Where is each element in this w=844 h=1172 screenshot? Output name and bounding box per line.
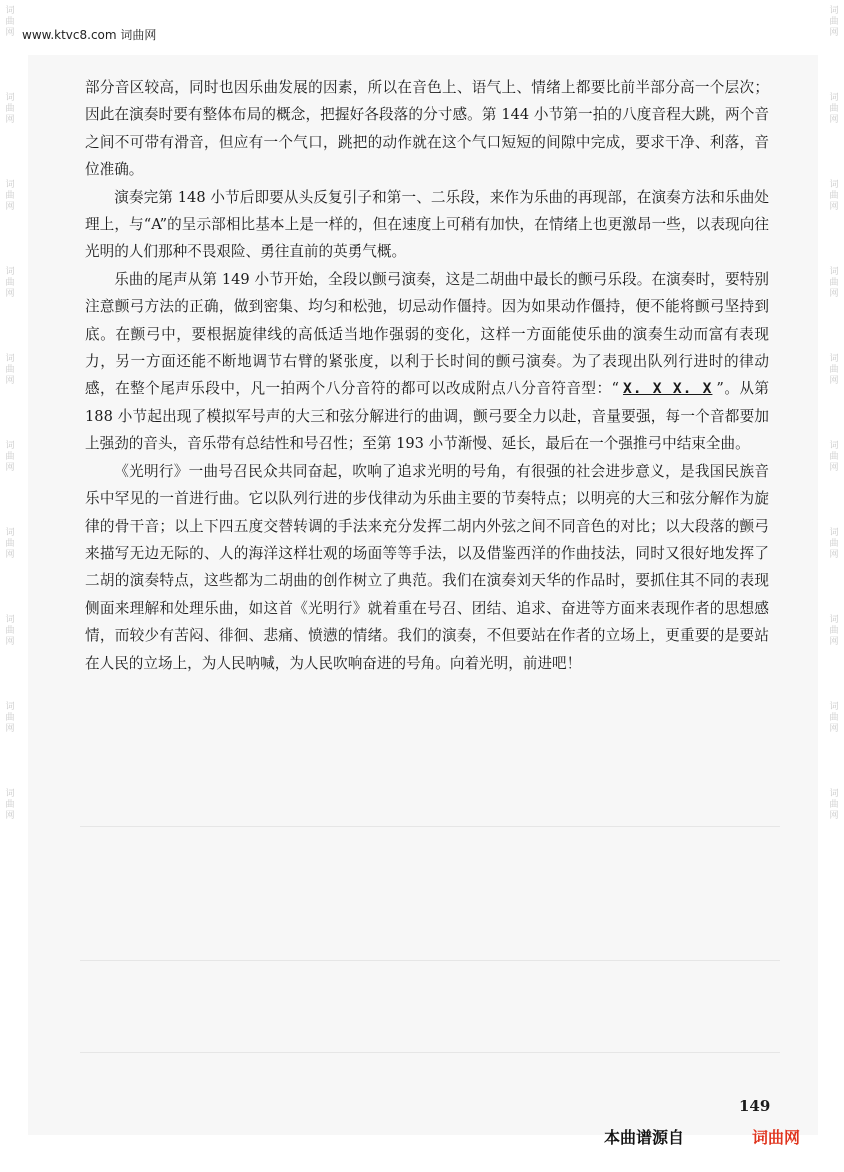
- paragraph-4: 《光明行》一曲号召民众共同奋起，吹响了追求光明的号角，有很强的社会进步意义，是我国民族音乐中罕见的一首进行曲。它以队列行进的步伐律动为乐曲主要的节奏特点；以明亮的大三和弦分解作为旋律的骨干音；以上下四五度交替转调的手法来充分发挥二胡内外弦之间不同音色的对比；以大段落的颤弓来描写无边无际的、人的海洋这样壮观的场面等等手法，以及借鉴西洋的作曲技法，同时又很好地发挥了二胡的演奏特点，这些都为二胡曲的创作树立了典范。我们在演奏刘天华的作品时，要抓住其不同的表现侧面来理解和处理乐曲，如这首《光明行》就着重在号召、团结、追求、奋进等方面来表现作者的思想感情，而较少有苦闷、徘徊、悲痛、愤懑的情绪。我们的演奏，不但要站在作者的立场上，更重要的是要站在人民的立场上，为人民呐喊，为人民吹响奋进的号角。向着光明，前进吧！: [85, 462, 769, 672]
- watermark-glyph: 曲: [5, 17, 15, 27]
- watermark-glyph: 词: [829, 6, 839, 16]
- watermark-glyph: 词: [5, 615, 15, 625]
- paragraph-2: 演奏完第 148 小节后即要从头反复引子和第一、二乐段，来作为乐曲的再现部，在演奏方法和乐曲处理上，与“A”的呈示部相比基本上是一样的，但在速度上可稍有加快，在情绪上也更激昂一些，以表现向往光明的人们那种不畏艰险、勇往直前的英勇气概。: [85, 188, 769, 261]
- watermark-glyph: 词: [5, 180, 15, 190]
- watermark-glyphs: [5, 441, 14, 474]
- watermark-glyph: 曲: [829, 626, 839, 636]
- faint-staff-line: [80, 960, 780, 961]
- site-url-header: www.ktvc8.com 词曲网: [22, 28, 157, 42]
- watermark-glyph: 网: [5, 724, 15, 734]
- watermark-glyph: 网: [829, 811, 839, 821]
- watermark-glyph: 曲: [829, 539, 839, 549]
- watermark-glyph: 曲: [5, 365, 15, 375]
- watermark-glyphs: [5, 615, 14, 648]
- right-watermark-strip: [826, 0, 842, 1172]
- watermark-glyphs: [5, 354, 14, 387]
- watermark-glyph: 词: [5, 93, 15, 103]
- paragraph-3: [85, 266, 769, 458]
- watermark-glyphs: [5, 93, 14, 126]
- watermark-glyphs: [829, 93, 838, 126]
- watermark-glyph: 网: [5, 202, 15, 212]
- watermark-glyph: 词: [5, 6, 15, 16]
- watermark-glyph: 词: [829, 354, 839, 364]
- page-number: 149: [739, 1097, 771, 1115]
- watermark-glyphs: [829, 354, 838, 387]
- source-site-link[interactable]: 词曲网: [752, 1128, 801, 1147]
- watermark-glyphs: [829, 180, 838, 213]
- watermark-glyph: 词: [829, 702, 839, 712]
- watermark-glyphs: [829, 528, 838, 561]
- watermark-glyph: 网: [829, 724, 839, 734]
- watermark-glyph: 词: [5, 789, 15, 799]
- watermark-glyph: 曲: [5, 626, 15, 636]
- watermark-glyph: 网: [829, 115, 839, 125]
- watermark-glyph: 词: [5, 267, 15, 277]
- watermark-glyph: 词: [829, 180, 839, 190]
- watermark-glyph: 网: [829, 202, 839, 212]
- rhythm-notation: X. X X. X: [622, 380, 713, 398]
- watermark-glyph: 网: [829, 28, 839, 38]
- watermark-glyph: 网: [5, 550, 15, 560]
- watermark-glyph: 网: [5, 376, 15, 386]
- watermark-glyph: 曲: [829, 452, 839, 462]
- watermark-glyph: 曲: [829, 17, 839, 27]
- watermark-glyph: 词: [829, 267, 839, 277]
- watermark-glyph: 词: [5, 702, 15, 712]
- watermark-glyph: 网: [829, 550, 839, 560]
- watermark-glyph: 词: [829, 93, 839, 103]
- watermark-glyph: 曲: [5, 104, 15, 114]
- watermark-glyph: 词: [829, 615, 839, 625]
- watermark-glyph: 曲: [829, 713, 839, 723]
- watermark-glyph: 曲: [829, 104, 839, 114]
- watermark-glyph: 曲: [5, 539, 15, 549]
- paragraph-1: 部分音区较高，同时也因乐曲发展的因素，所以在音色上、语气上、情绪上都要比前半部分高一个层次；因此在演奏时要有整体布局的概念，把握好各段落的分寸感。第 144 小节第一拍的八度音程大跳，两个音之间不可带有滑音，但应有一个气口，跳把的动作就在这个气口短短的间隙中完成，要求干净、利落，音位准确。: [85, 79, 769, 179]
- watermark-glyph: 曲: [5, 800, 15, 810]
- watermark-glyphs: [5, 789, 14, 822]
- watermark-glyph: 网: [829, 637, 839, 647]
- watermark-glyph: 词: [5, 441, 15, 451]
- watermark-glyphs: [5, 267, 14, 300]
- watermark-glyph: 网: [5, 115, 15, 125]
- watermark-glyph: 词: [829, 789, 839, 799]
- left-watermark-strip: [2, 0, 18, 1172]
- faint-staff-line: [80, 826, 780, 827]
- watermark-glyph: 词: [5, 528, 15, 538]
- watermark-glyph: 曲: [829, 278, 839, 288]
- watermark-glyph: 曲: [5, 278, 15, 288]
- watermark-glyph: 曲: [5, 452, 15, 462]
- watermark-glyph: 曲: [829, 191, 839, 201]
- article-body: [85, 74, 769, 677]
- watermark-glyphs: [829, 615, 838, 648]
- watermark-glyph: 网: [829, 376, 839, 386]
- paragraph-3-text-a: 乐曲的尾声从第 149 小节开始，全段以颤弓演奏，这是二胡曲中最长的颤弓乐段。在演奏时，要特别注意颤弓方法的正确，做到密集、均匀和松弛，切忌动作僵持。因为如果动作僵持，便不能将颤弓坚持到底。在颤弓中，要根据旋律线的高低适当地作强弱的变化，这样一方面能使乐曲的演奏生动而富有表现力，另一方面还能不断地调节右臂的紧张度，以利于长时间的颤弓演奏。为了表现出队列行进时的律动感，在整个尾声乐段中，凡一拍两个八分音符的都可以改成附点八分音符音型：“: [85, 270, 769, 398]
- watermark-glyphs: [829, 441, 838, 474]
- watermark-glyph: 曲: [829, 365, 839, 375]
- watermark-glyph: 网: [5, 637, 15, 647]
- watermark-glyph: 网: [5, 28, 15, 38]
- watermark-glyphs: [5, 6, 14, 39]
- watermark-glyphs: [829, 6, 838, 39]
- watermark-glyphs: [829, 267, 838, 300]
- watermark-glyph: 曲: [5, 713, 15, 723]
- watermark-glyph: 词: [829, 441, 839, 451]
- watermark-glyph: 网: [829, 289, 839, 299]
- watermark-glyph: 网: [5, 463, 15, 473]
- watermark-glyphs: [829, 702, 838, 735]
- watermark-glyph: 网: [5, 811, 15, 821]
- source-label: 本曲谱源自: [604, 1128, 685, 1147]
- watermark-glyphs: [5, 180, 14, 213]
- faint-staff-line: [80, 1052, 780, 1053]
- paragraph-3-text-b: ”。从第 188 小节起出现了模拟军号声的大三和弦分解进行的曲调，颤弓要全力以赴，音量要强，每一个音都要加上强劲的音头，音乐带有总结性和号召性；至第 193 小节渐慢、延长，最后在一个强推弓中结束全曲。: [85, 380, 770, 453]
- watermark-glyphs: [829, 789, 838, 822]
- watermark-glyphs: [5, 702, 14, 735]
- watermark-glyph: 曲: [829, 800, 839, 810]
- watermark-glyph: 词: [829, 528, 839, 538]
- watermark-glyph: 网: [829, 463, 839, 473]
- watermark-glyph: 词: [5, 354, 15, 364]
- watermark-glyph: 网: [5, 289, 15, 299]
- watermark-glyphs: [5, 528, 14, 561]
- watermark-glyph: 曲: [5, 191, 15, 201]
